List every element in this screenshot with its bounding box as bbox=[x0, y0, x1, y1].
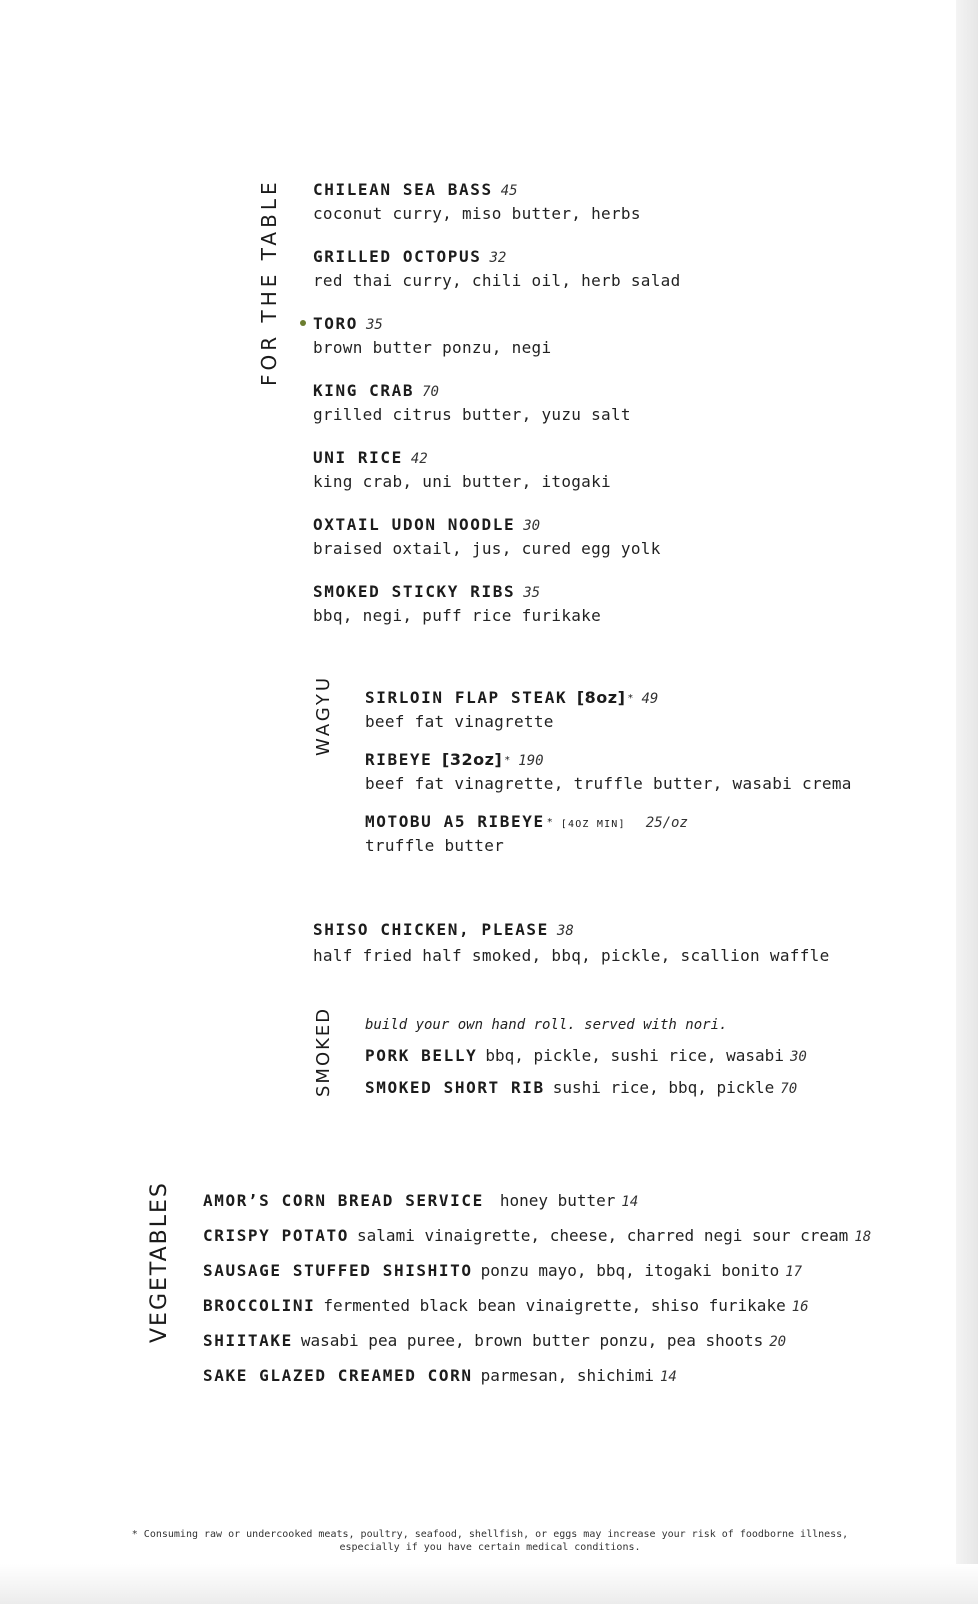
item-price: 45 bbox=[500, 183, 518, 199]
item-price: 32 bbox=[489, 250, 507, 266]
item-price: 70 bbox=[780, 1081, 798, 1097]
item-price: 38 bbox=[556, 923, 574, 939]
item-name: SHIITAKE bbox=[203, 1331, 293, 1350]
bullet-dot bbox=[300, 320, 306, 326]
item-description: braised oxtail, jus, cured egg yolk bbox=[313, 539, 661, 558]
menu-item bbox=[203, 1226, 871, 1245]
menu-item bbox=[313, 247, 681, 290]
menu-item bbox=[203, 1191, 638, 1210]
item-name: BROCCOLINI bbox=[203, 1296, 316, 1315]
item-name: SIRLOIN FLAP STEAK bbox=[365, 688, 568, 707]
section-label-wagyu: WAGYU bbox=[313, 674, 334, 756]
menu-item bbox=[365, 812, 688, 855]
item-name: KING CRAB bbox=[313, 381, 415, 400]
item-price: 49 bbox=[641, 691, 659, 707]
menu-item bbox=[365, 688, 658, 731]
item-name: CHILEAN SEA BASS bbox=[313, 180, 493, 199]
menu-item bbox=[365, 1078, 797, 1097]
item-description: red thai curry, chili oil, herb salad bbox=[313, 271, 681, 290]
item-minimum: [4OZ MIN] bbox=[560, 819, 626, 830]
item-asterisk: * bbox=[546, 817, 553, 828]
item-price: 14 bbox=[621, 1194, 639, 1210]
item-description: sushi rice, bbq, pickle bbox=[552, 1078, 775, 1097]
menu-item bbox=[203, 1296, 809, 1315]
item-name: GRILLED OCTOPUS bbox=[313, 247, 482, 266]
item-size: [32oz] bbox=[442, 750, 503, 769]
item-description: bbq, pickle, sushi rice, wasabi bbox=[485, 1046, 784, 1065]
item-asterisk: * bbox=[627, 693, 634, 704]
item-price: 18 bbox=[854, 1229, 872, 1245]
viewer-edge bbox=[956, 0, 978, 1604]
item-description: ponzu mayo, bbq, itogaki bonito bbox=[480, 1261, 780, 1280]
item-price: 30 bbox=[523, 518, 541, 534]
item-description: beef fat vinagrette bbox=[365, 712, 554, 731]
menu-item bbox=[313, 448, 611, 491]
item-description: half fried half smoked, bbq, pickle, scallion waffle bbox=[313, 946, 830, 965]
item-description: honey butter bbox=[499, 1191, 616, 1210]
item-name: SMOKED SHORT RIB bbox=[365, 1078, 545, 1097]
item-price: 190 bbox=[518, 753, 544, 769]
section-label-smoked: SMOKED bbox=[313, 1006, 334, 1097]
item-price: 35 bbox=[523, 585, 541, 601]
item-name: RIBEYE bbox=[365, 750, 433, 769]
item-asterisk: * bbox=[504, 755, 511, 766]
viewer-bottom-edge bbox=[0, 1564, 978, 1604]
menu-item bbox=[313, 920, 830, 965]
item-name: CRISPY POTATO bbox=[203, 1226, 350, 1245]
menu-item bbox=[203, 1366, 677, 1385]
item-description: coconut curry, miso butter, herbs bbox=[313, 204, 641, 223]
item-price: 14 bbox=[659, 1369, 677, 1385]
item-description: parmesan, shichimi bbox=[480, 1366, 654, 1385]
item-description: wasabi pea puree, brown butter ponzu, pea shoots bbox=[300, 1331, 764, 1350]
item-price: 17 bbox=[785, 1264, 803, 1280]
disclaimer-line: especially if you have certain medical conditions. bbox=[339, 1542, 641, 1553]
section-label-vegetables: VEGETABLES bbox=[147, 1181, 172, 1343]
item-description: bbq, negi, puff rice furikake bbox=[313, 606, 602, 625]
item-name: SMOKED STICKY RIBS bbox=[313, 582, 516, 601]
item-description: beef fat vinagrette, truffle butter, wasabi crema bbox=[365, 774, 852, 793]
item-name: AMOR’S CORN BREAD SERVICE bbox=[203, 1191, 484, 1210]
menu-item bbox=[365, 750, 852, 793]
item-description: salami vinaigrette, cheese, charred negi sour cream bbox=[357, 1226, 849, 1245]
item-description: truffle butter bbox=[365, 836, 505, 855]
item-name: OXTAIL UDON NOODLE bbox=[313, 515, 516, 534]
menu-item bbox=[203, 1261, 802, 1280]
item-name: UNI RICE bbox=[313, 448, 403, 467]
menu-item bbox=[365, 1046, 807, 1065]
disclaimer-line: * Consuming raw or undercooked meats, poultry, seafood, shellfish, or eggs may increase your risk of foodborne illness, bbox=[131, 1529, 849, 1540]
section-label-for-the-table: FOR THE TABLE bbox=[257, 178, 281, 386]
section-note: build your own hand roll. served with nori. bbox=[365, 1017, 728, 1033]
item-price: 30 bbox=[789, 1049, 807, 1065]
item-price: 25/oz bbox=[645, 815, 688, 831]
item-description: grilled citrus butter, yuzu salt bbox=[313, 405, 631, 424]
item-description: king crab, uni butter, itogaki bbox=[313, 472, 611, 491]
disclaimer bbox=[100, 1528, 880, 1554]
item-price: 20 bbox=[769, 1334, 787, 1350]
menu-item bbox=[313, 381, 631, 424]
item-name: MOTOBU A5 RIBEYE bbox=[365, 812, 545, 831]
item-name: SHISO CHICKEN, PLEASE bbox=[313, 920, 549, 939]
menu-item bbox=[203, 1331, 786, 1350]
item-name: SAUSAGE STUFFED SHISHITO bbox=[203, 1261, 473, 1280]
item-price: 42 bbox=[410, 451, 428, 467]
menu-item bbox=[313, 314, 551, 357]
item-description: brown butter ponzu, negi bbox=[313, 338, 552, 357]
menu-item bbox=[313, 582, 601, 625]
item-name: SAKE GLAZED CREAMED CORN bbox=[203, 1366, 473, 1385]
item-price: 70 bbox=[422, 384, 439, 400]
item-price: 16 bbox=[791, 1299, 809, 1315]
item-size: [8oz] bbox=[576, 688, 626, 707]
item-name: PORK BELLY bbox=[365, 1046, 478, 1065]
menu-item bbox=[313, 180, 641, 223]
item-description: fermented black bean vinaigrette, shiso furikake bbox=[323, 1296, 786, 1315]
item-price: 35 bbox=[365, 317, 383, 333]
menu-item bbox=[313, 515, 661, 558]
item-name: TORO bbox=[313, 314, 358, 333]
